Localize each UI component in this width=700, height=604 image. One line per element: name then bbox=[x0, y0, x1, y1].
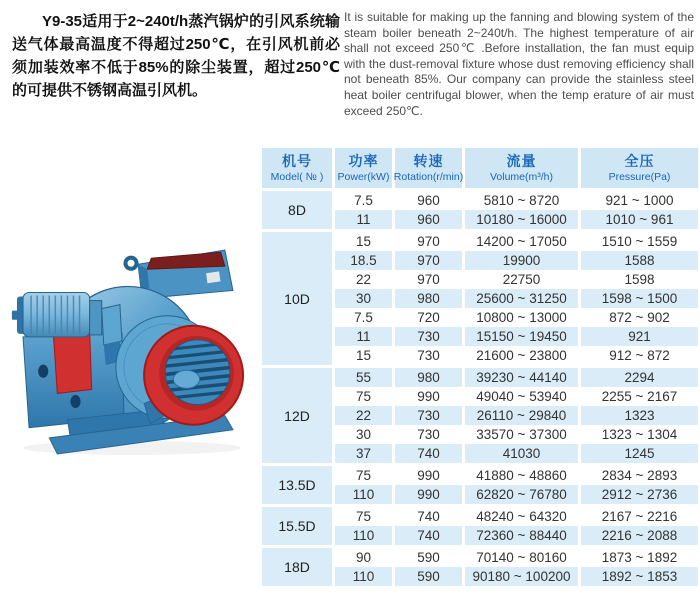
pressure-cell: 2216 ~ 2088 bbox=[581, 526, 698, 545]
model-group-8D bbox=[262, 191, 698, 229]
column-header-en: Power(kW) bbox=[337, 170, 390, 183]
volume-cell: 21600 ~ 23800 bbox=[465, 346, 578, 365]
model-group-15.5D bbox=[262, 507, 698, 545]
volume-cell: 5810 ~ 8720 bbox=[465, 191, 578, 210]
volume-cell: 90180 ~ 100200 bbox=[465, 567, 578, 586]
spec-table-body bbox=[262, 191, 698, 586]
column-header-zh: 功率 bbox=[348, 153, 379, 170]
rotation-cell: 970 bbox=[395, 270, 462, 289]
power-cell: 90 bbox=[335, 548, 392, 567]
rotation-cell: 740 bbox=[395, 526, 462, 545]
power-cell: 30 bbox=[335, 425, 392, 444]
power-cell: 22 bbox=[335, 406, 392, 425]
table-row bbox=[335, 387, 698, 406]
power-cell: 110 bbox=[335, 526, 392, 545]
model-cell: 10D bbox=[262, 232, 332, 365]
volume-cell: 41880 ~ 48860 bbox=[465, 466, 578, 485]
inlet-cone bbox=[144, 326, 243, 425]
power-cell: 75 bbox=[335, 507, 392, 526]
pressure-cell: 1323 bbox=[581, 406, 698, 425]
motor-mount-red bbox=[53, 331, 91, 394]
duct-label-sticker bbox=[206, 271, 220, 283]
lifting-eye-icon bbox=[125, 258, 136, 269]
rotation-cell: 730 bbox=[395, 425, 462, 444]
table-row bbox=[335, 444, 698, 463]
volume-cell: 62820 ~ 76780 bbox=[465, 485, 578, 504]
table-row bbox=[335, 548, 698, 567]
volume-cell: 26110 ~ 29840 bbox=[465, 406, 578, 425]
power-cell: 37 bbox=[335, 444, 392, 463]
table-row bbox=[335, 289, 698, 308]
rotation-cell: 980 bbox=[395, 368, 462, 387]
table-row bbox=[335, 526, 698, 545]
pressure-cell: 2912 ~ 2736 bbox=[581, 485, 698, 504]
model-cell: 13.5D bbox=[262, 466, 332, 504]
power-cell: 22 bbox=[335, 270, 392, 289]
pressure-cell: 1598 ~ 1500 bbox=[581, 289, 698, 308]
spec-table bbox=[262, 148, 698, 586]
rotation-cell: 960 bbox=[395, 191, 462, 210]
rotation-cell: 980 bbox=[395, 289, 462, 308]
rotation-cell: 590 bbox=[395, 548, 462, 567]
rotation-cell: 740 bbox=[395, 444, 462, 463]
rotation-cell: 990 bbox=[395, 466, 462, 485]
table-row bbox=[335, 485, 698, 504]
product-photo-centrifugal-fan bbox=[8, 238, 252, 458]
power-cell: 11 bbox=[335, 210, 392, 229]
table-row bbox=[335, 406, 698, 425]
table-row bbox=[335, 270, 698, 289]
column-header-model bbox=[262, 148, 332, 188]
column-header-rotation bbox=[395, 148, 462, 188]
column-header-power bbox=[335, 148, 392, 188]
pressure-cell: 912 ~ 872 bbox=[581, 346, 698, 365]
volume-cell: 72360 ~ 88440 bbox=[465, 526, 578, 545]
pressure-cell: 921 ~ 1000 bbox=[581, 191, 698, 210]
model-cell: 15.5D bbox=[262, 507, 332, 545]
volume-cell: 14200 ~ 17050 bbox=[465, 232, 578, 251]
rotation-cell: 720 bbox=[395, 308, 462, 327]
column-header-volume bbox=[465, 148, 578, 188]
rotation-cell: 730 bbox=[395, 346, 462, 365]
column-header-zh: 转速 bbox=[413, 153, 444, 170]
column-header-en: Model( № ) bbox=[270, 170, 324, 183]
rotation-cell: 990 bbox=[395, 387, 462, 406]
column-header-pressure bbox=[581, 148, 698, 188]
table-row bbox=[335, 567, 698, 586]
pressure-cell: 1598 bbox=[581, 270, 698, 289]
model-cell: 12D bbox=[262, 368, 332, 463]
volume-cell: 10800 ~ 13000 bbox=[465, 308, 578, 327]
pressure-cell: 1510 ~ 1559 bbox=[581, 232, 698, 251]
power-cell: 7.5 bbox=[335, 308, 392, 327]
power-cell: 75 bbox=[335, 387, 392, 406]
power-cell: 7.5 bbox=[335, 191, 392, 210]
power-cell: 30 bbox=[335, 289, 392, 308]
volume-cell: 39230 ~ 44140 bbox=[465, 368, 578, 387]
volume-cell: 10180 ~ 16000 bbox=[465, 210, 578, 229]
pressure-cell: 1323 ~ 1304 bbox=[581, 425, 698, 444]
table-row bbox=[335, 327, 698, 346]
model-cell: 8D bbox=[262, 191, 332, 229]
table-row bbox=[335, 507, 698, 526]
column-header-en: Pressure(Pa) bbox=[608, 170, 671, 183]
model-group-18D bbox=[262, 548, 698, 586]
volume-cell: 15150 ~ 19450 bbox=[465, 327, 578, 346]
volume-cell: 22750 bbox=[465, 270, 578, 289]
table-row bbox=[335, 210, 698, 229]
volume-cell: 41030 bbox=[465, 444, 578, 463]
pressure-cell: 1245 bbox=[581, 444, 698, 463]
column-header-zh: 机号 bbox=[282, 153, 312, 170]
column-header-en: Rotation(r/min) bbox=[393, 170, 464, 183]
fan-illustration bbox=[8, 238, 252, 458]
power-cell: 15 bbox=[335, 232, 392, 251]
pressure-cell: 921 bbox=[581, 327, 698, 346]
rotation-cell: 970 bbox=[395, 232, 462, 251]
pressure-cell: 1892 ~ 1853 bbox=[581, 567, 698, 586]
table-row bbox=[335, 251, 698, 270]
table-row bbox=[335, 466, 698, 485]
rotation-cell: 730 bbox=[395, 406, 462, 425]
pressure-cell: 1588 bbox=[581, 251, 698, 270]
model-group-10D bbox=[262, 232, 698, 365]
power-cell: 11 bbox=[335, 327, 392, 346]
table-row bbox=[335, 368, 698, 387]
column-header-en: Volume(m³/h) bbox=[489, 170, 553, 183]
volume-cell: 25600 ~ 31250 bbox=[465, 289, 578, 308]
model-cell: 18D bbox=[262, 548, 332, 586]
model-group-13.5D bbox=[262, 466, 698, 504]
rotation-cell: 740 bbox=[395, 507, 462, 526]
pressure-cell: 872 ~ 902 bbox=[581, 308, 698, 327]
power-cell: 75 bbox=[335, 466, 392, 485]
power-cell: 55 bbox=[335, 368, 392, 387]
table-row bbox=[335, 425, 698, 444]
table-row bbox=[335, 191, 698, 210]
volume-cell: 19900 bbox=[465, 251, 578, 270]
power-cell: 15 bbox=[335, 346, 392, 365]
rotation-cell: 590 bbox=[395, 567, 462, 586]
pressure-cell: 2834 ~ 2893 bbox=[581, 466, 698, 485]
table-row bbox=[335, 308, 698, 327]
volume-cell: 33570 ~ 37300 bbox=[465, 425, 578, 444]
rotation-cell: 730 bbox=[395, 327, 462, 346]
model-group-12D bbox=[262, 368, 698, 463]
rotation-cell: 990 bbox=[395, 485, 462, 504]
table-row bbox=[335, 232, 698, 251]
spec-table-header bbox=[262, 148, 698, 188]
volume-cell: 70140 ~ 80160 bbox=[465, 548, 578, 567]
table-row bbox=[335, 346, 698, 365]
pressure-cell: 2255 ~ 2167 bbox=[581, 387, 698, 406]
inlet-hub bbox=[173, 370, 199, 388]
rotation-cell: 960 bbox=[395, 210, 462, 229]
intro-paragraph-english: It is suitable for making up the fanning and blowing system of the steam boiler beneath 2~240t/h. The highest temperature of air shall not exceed 250℃ .Before installation, the fan must equip with the dust-removal fixture whose dust removing efficiency shall not beneath 85%. Our company can provide the stainless steel heat boiler centrifugal blower, when the temp erature of air must exceed 250℃. bbox=[344, 10, 694, 118]
volume-cell: 48240 ~ 64320 bbox=[465, 507, 578, 526]
shaft-coupling bbox=[102, 305, 122, 345]
rotation-cell: 970 bbox=[395, 251, 462, 270]
volume-cell: 49040 ~ 53940 bbox=[465, 387, 578, 406]
column-header-zh: 流量 bbox=[506, 153, 537, 170]
power-cell: 18.5 bbox=[335, 251, 392, 270]
power-cell: 110 bbox=[335, 567, 392, 586]
column-header-zh: 全压 bbox=[624, 153, 655, 170]
pressure-cell: 1010 ~ 961 bbox=[581, 210, 698, 229]
pressure-cell: 2294 bbox=[581, 368, 698, 387]
power-cell: 110 bbox=[335, 485, 392, 504]
intro-paragraph-chinese: Y9-35适用于2~240t/h蒸汽锅炉的引风系统输送气体最高温度不得超过250℃，在引风机前必须加装效率不低于85%的除尘装置，超过250℃的可提供不锈钢高温引风机。 bbox=[12, 13, 340, 99]
pressure-cell: 2167 ~ 2216 bbox=[581, 507, 698, 526]
pressure-cell: 1873 ~ 1892 bbox=[581, 548, 698, 567]
